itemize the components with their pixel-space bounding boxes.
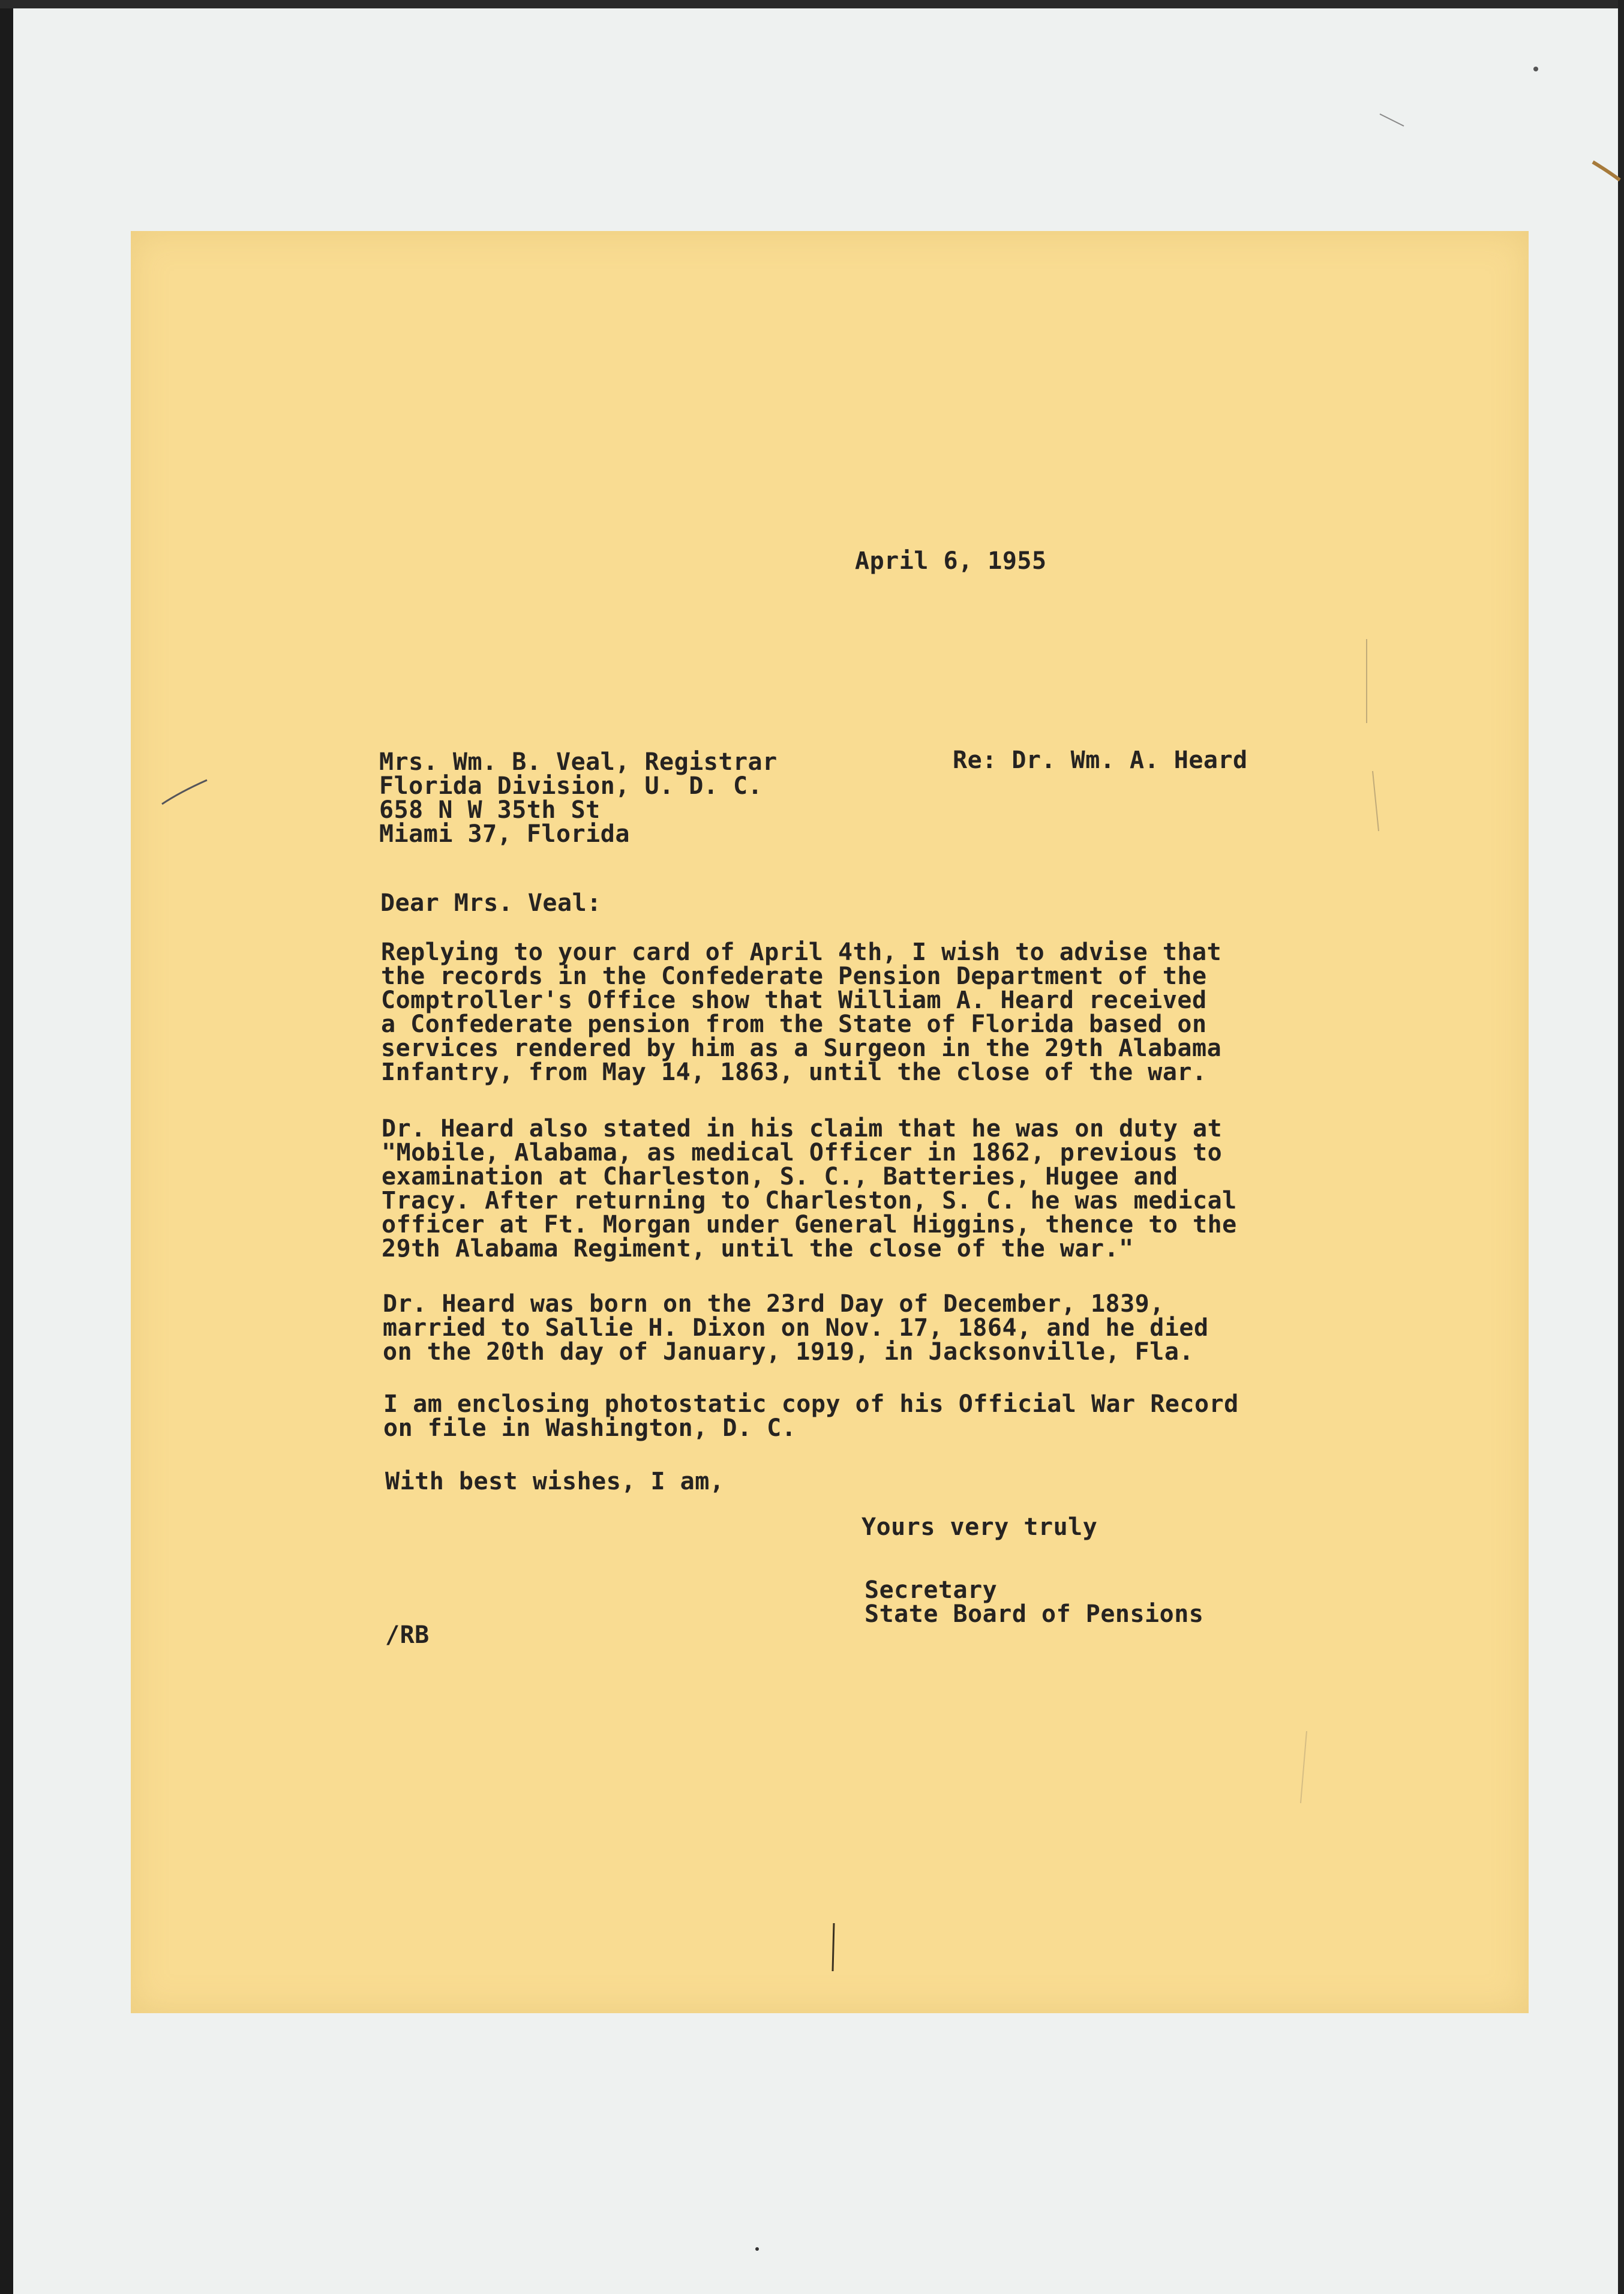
paragraph-1-line: Replying to your card of April 4th, I wish to advise that <box>381 938 1222 966</box>
paragraph-3-line: married to Sallie H. Dixon on Nov. 17, 1864, and he died <box>383 1314 1209 1342</box>
closing-intro: With best wishes, I am, <box>385 1468 725 1495</box>
paragraph-2-line: Tracy. After returning to Charleston, S. C. he was medical <box>382 1187 1237 1215</box>
paragraph-1-line: Comptroller's Office show that William A. Heard received <box>381 986 1207 1014</box>
paragraph-3-line: Dr. Heard was born on the 23rd Day of December, 1839, <box>383 1290 1164 1318</box>
paragraph-4-line: on file in Washington, D. C. <box>383 1414 797 1442</box>
paragraph-1-line: the records in the Confederate Pension Department of the <box>381 962 1207 990</box>
recipient-line-3: 658 N W 35th St <box>379 796 601 824</box>
paragraph-1-line: Infantry, from May 14, 1863, until the close of the war. <box>381 1058 1207 1086</box>
paragraph-1-line: services rendered by him as a Surgeon in the 29th Alabama <box>381 1034 1222 1062</box>
paragraph-2-line: examination at Charleston, S. C., Batteries, Hugee and <box>382 1163 1178 1191</box>
recipient-line-1: Mrs. Wm. B. Veal, Registrar <box>379 748 778 776</box>
letter-date: April 6, 1955 <box>855 547 1047 575</box>
paragraph-4-line: I am enclosing photostatic copy of his Official War Record <box>383 1390 1239 1418</box>
paragraph-3-line: on the 20th day of January, 1919, in Jacksonville, Fla. <box>383 1338 1194 1366</box>
subject-reference: Re: Dr. Wm. A. Heard <box>953 746 1248 774</box>
signature-organization: State Board of Pensions <box>864 1600 1204 1628</box>
paragraph-2-line: officer at Ft. Morgan under General Higgins, thence to the <box>382 1211 1237 1239</box>
complimentary-close: Yours very truly <box>861 1513 1098 1541</box>
typist-initials: /RB <box>385 1621 430 1649</box>
paragraph-1-line: a Confederate pension from the State of Florida based on <box>381 1010 1207 1038</box>
recipient-line-2: Florida Division, U. D. C. <box>379 772 763 800</box>
paragraph-2-line: Dr. Heard also stated in his claim that he was on duty at <box>382 1115 1223 1142</box>
salutation: Dear Mrs. Veal: <box>380 889 602 917</box>
paragraph-2-line: 29th Alabama Regiment, until the close of the war." <box>382 1235 1134 1263</box>
signature-title: Secretary <box>864 1576 998 1604</box>
recipient-line-4: Miami 37, Florida <box>379 820 630 848</box>
paragraph-2-line: "Mobile, Alabama, as medical Officer in 1862, previous to <box>382 1139 1223 1167</box>
